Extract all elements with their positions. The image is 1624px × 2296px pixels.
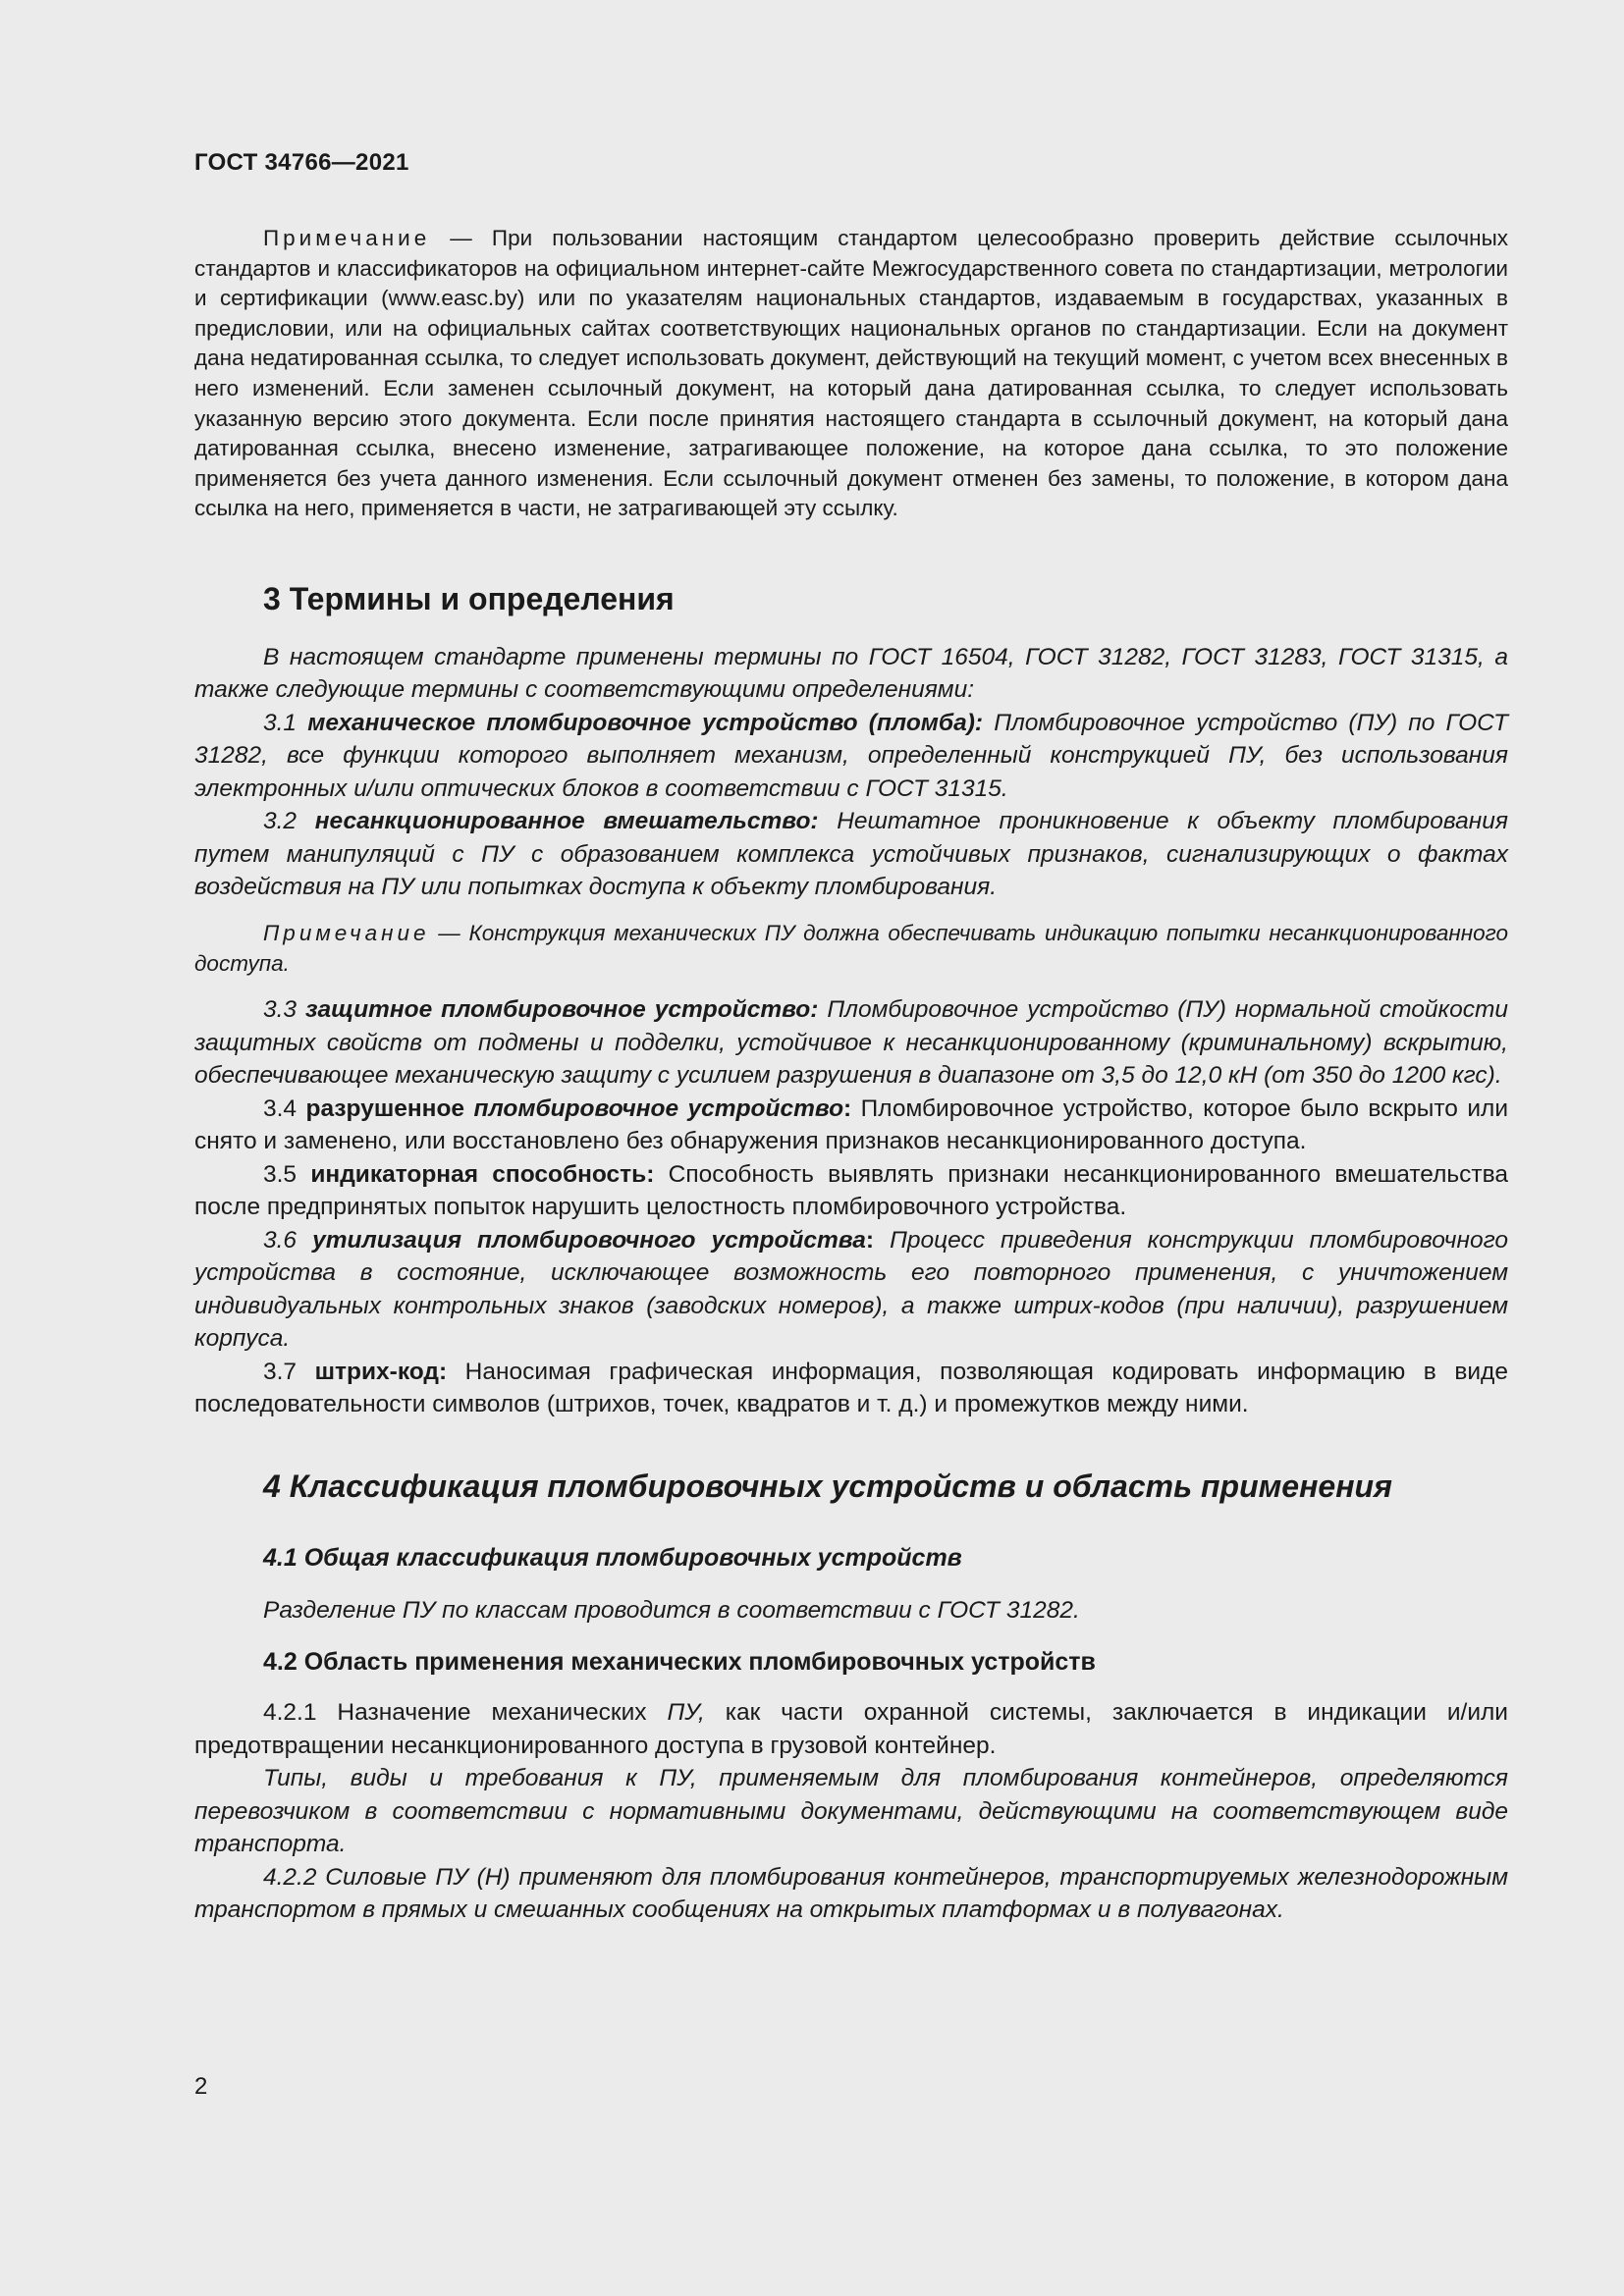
- definition-text: Нештатное проникновение к объекту пломбирования путем манипуляций с ПУ с образованием комплекса устойчивых признаков, сигнализирующих о фактах воздействия на ПУ или попытках доступа к объекту пломбирования.: [194, 808, 1509, 901]
- definition-term: несанкционированное вмешательство:: [314, 808, 819, 835]
- definition-term: штрих-код:: [314, 1358, 448, 1385]
- definition-term-colon: :: [865, 1226, 875, 1254]
- definition-term: механическое пломбировочное устройство (пломба):: [307, 709, 984, 736]
- document-body: [194, 224, 1508, 1927]
- definition-term: утилизация пломбировочного устройства: [312, 1226, 866, 1254]
- note-references: [194, 224, 1508, 524]
- definition-3-1: [194, 707, 1508, 806]
- note-dash: —: [429, 920, 469, 945]
- document-header: ГОСТ 34766—2021: [194, 149, 409, 176]
- note-unauthorized-access: [194, 919, 1508, 979]
- definition-3-4: [194, 1093, 1508, 1158]
- definition-term: индикаторная способность:: [310, 1160, 655, 1188]
- page-number: 2: [194, 2073, 208, 2100]
- definition-number: 3.4: [263, 1095, 306, 1122]
- definition-term-colon: :: [843, 1095, 852, 1122]
- definition-number: 3.2: [263, 808, 315, 835]
- definition-3-5: [194, 1158, 1508, 1224]
- paragraph-text: 4.2.1 Назначение механических: [263, 1699, 668, 1727]
- section-3-intro: В настоящем стандарте применены термины по ГОСТ 16504, ГОСТ 31282, ГОСТ 31283, ГОСТ 31315, а также следующие термины с соответствующими определениями:: [194, 643, 1508, 704]
- definition-term: защитное пломбировочное устройство:: [305, 996, 819, 1024]
- definition-text: Пломбировочное устройство (ПУ) нормальной стойкости защитных свойств от подмены и подделки, устойчивое к несанкционированному (криминальному) вскрытию, обеспечивающее механическую защиту с усилием разрушения в диапазоне от 3,5 до 12,0 кН (от 350 до 1200 кгс).: [194, 996, 1509, 1090]
- definition-text: Процесс приведения конструкции пломбировочного устройства в состояние, исключающее возможность его повторного применения, с уничтожением индивидуальных контрольных знаков (заводских номеров), а также штрих-кодов (при наличии), разрушением корпуса.: [194, 1226, 1509, 1353]
- section-4-title: 4 Классификация пломбировочных устройств и область применения: [263, 1468, 1392, 1504]
- definition-number: 3.6: [263, 1226, 313, 1254]
- note-text: При пользовании настоящим стандартом целесообразно проверить действие ссылочных стандартов и классификаторов на официальном интернет-сайте Межгосударственного совета по стандартизации, метрологии и сертификации (www.easc.by) или по указателям национальных стандартов, издаваемым в государствах, указанных в предисловии, или на официальных сайтах соответствующих национальных органов по стандартизации. Если на документ дана недатированная ссылка, то следует использовать документ, действующий на текущий момент, с учетом всех внесенных в него изменений. Если заменен ссылочный документ, на который дана датированная ссылка, то следует использовать указанную версию этого документа. Если после принятия настоящего стандарта в ссылочный документ, на который дана датированная ссылка, внесено изменение, затрагивающее положение, на которое дана ссылка, то это положение применяется без учета данного изменения. Если ссылочный документ отменен без замены, то положение, в котором дана ссылка на него, применяется в части, не затрагивающей эту ссылку.: [194, 226, 1508, 521]
- note-text: Конструкция механических ПУ должна обеспечивать индикацию попытки несанкционированного доступа.: [194, 920, 1508, 976]
- definition-text: Пломбировочное устройство, которое было вскрыто или снято и заменено, или восстановлено без обнаружения признаков несанкционированного доступа.: [194, 1095, 1509, 1155]
- definition-3-6: [194, 1224, 1508, 1356]
- definition-number: 3.7: [263, 1358, 315, 1385]
- definition-number: 3.5: [263, 1160, 311, 1188]
- subsection-4-1-text: Разделение ПУ по классам проводится в соответствии с ГОСТ 31282.: [263, 1596, 1080, 1624]
- section-3-title: 3 Термины и определения: [263, 580, 675, 616]
- subsection-4-1-title: 4.1 Общая классификация пломбировочных устройств: [263, 1543, 962, 1572]
- definition-text: Наносимая графическая информация, позволяющая кодировать информацию в виде последовательности символов (штрихов, точек, квадратов и т. д.) и промежутков между ними.: [194, 1358, 1508, 1418]
- definition-text: Способность выявлять признаки несанкционированного вмешательства после предпринятых попыток нарушить целостность пломбировочного устройства.: [194, 1160, 1508, 1221]
- note-label: Примечание: [263, 920, 430, 945]
- definition-text: Пломбировочное устройство (ПУ) по ГОСТ 31282, все функции которого выполняет механизм, определенный конструкцией ПУ, без использования электронных и/или оптических блоков в соответствии с ГОСТ 31315.: [194, 709, 1508, 802]
- paragraph-text: как части охранной системы, заключается в индикации и/или предотвращении несанкционированного доступа в грузовой контейнер.: [194, 1699, 1508, 1759]
- paragraph-4-2-1-types: Типы, виды и требования к ПУ, применяемым для пломбирования контейнеров, определяются перевозчиком в соответствии с нормативными документами, действующими на соответствующем виде транспорта.: [194, 1765, 1508, 1858]
- definition-3-7: [194, 1356, 1508, 1421]
- paragraph-4-2-1: [194, 1696, 1508, 1762]
- paragraph-4-2-2: 4.2.2 Силовые ПУ (Н) применяют для пломбирования контейнеров, транспортируемых железнодорожным транспортом в прямых и смешанных сообщениях на открытых платформах и в полувагонах.: [194, 1863, 1508, 1924]
- subsection-4-2-title: 4.2 Область применения механических пломбировочных устройств: [263, 1648, 1096, 1677]
- definition-number: 3.3: [263, 996, 306, 1024]
- definition-3-2: [194, 805, 1508, 904]
- definition-term-italic: пломбировочное устройство: [473, 1095, 844, 1122]
- definition-term: разрушенное: [305, 1095, 474, 1122]
- definition-3-3: [194, 993, 1508, 1093]
- note-label: Примечание: [263, 226, 431, 250]
- definition-number: 3.1: [263, 709, 308, 736]
- note-dash: —: [430, 226, 492, 250]
- paragraph-text-italic: ПУ,: [667, 1699, 705, 1727]
